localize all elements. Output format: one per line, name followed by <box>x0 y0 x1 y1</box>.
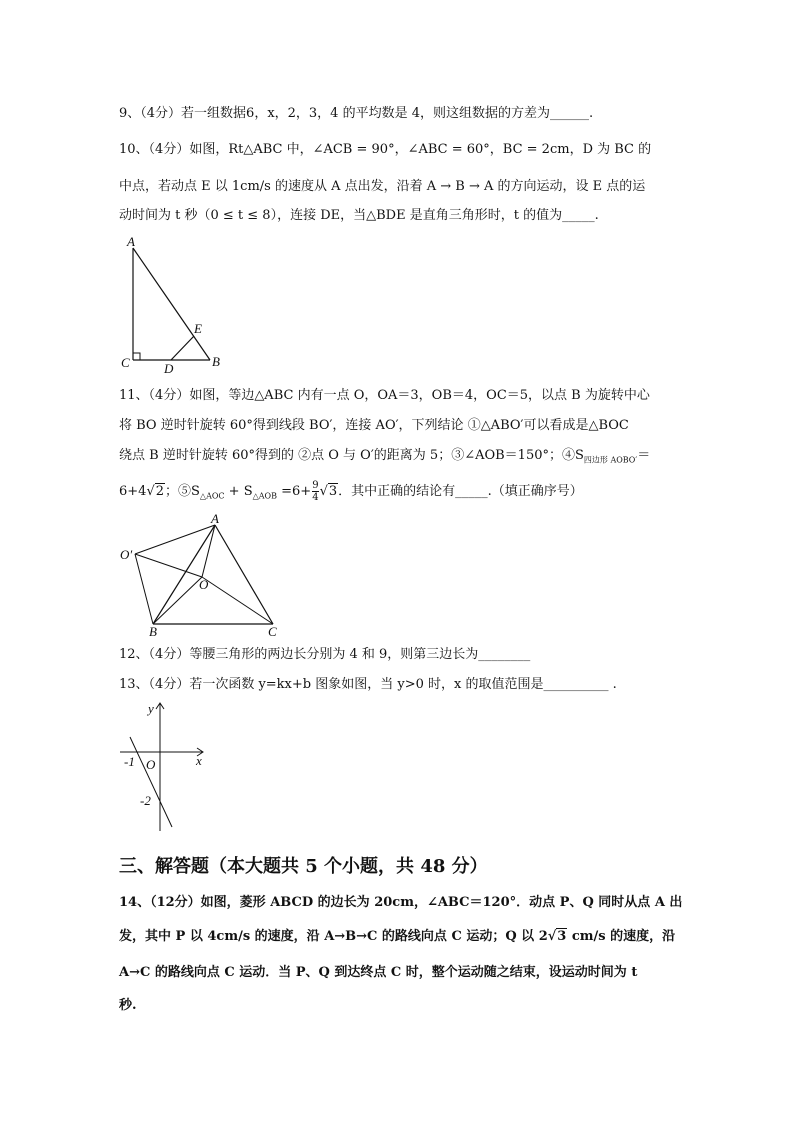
q11-equals: =6+ <box>276 484 312 499</box>
q10-segment-de <box>171 336 194 360</box>
q11-line-3-end: ＝ <box>637 448 651 463</box>
q10-right-angle-mark <box>133 353 140 360</box>
q11-label-a: A <box>211 511 219 526</box>
question-13: 13、（4分）若一次函数 y=kx+b 图象如图，当 y>0 时，x 的取值范围是__________ . <box>119 677 617 692</box>
q11-segment-bo-prime <box>135 554 153 624</box>
q10-triangle-figure <box>118 236 228 376</box>
q11-segment-oo-prime <box>135 554 202 577</box>
q11-line-3-text: 绕点 B 逆时针旋转 60°得到的 ②点 O 与 O′的距离为 5；③∠AOB＝150°；④S <box>119 448 584 463</box>
question-12: 12、（4分）等腰三角形的两边长分别为 4 和 9，则第三边长为________ <box>119 647 531 662</box>
q11-side-ac <box>215 525 273 624</box>
q10-label-c: C <box>121 355 130 370</box>
q10-label-e: E <box>194 321 202 336</box>
q13-label-origin: O <box>146 757 156 772</box>
q11-segment-oa <box>202 525 215 577</box>
question-14-line-4: 秒. <box>119 998 137 1013</box>
question-10-line-2: 中点，若动点 E 以 1cm/s 的速度从 A 点出发，沿着 A → B → A 的方向运动，设 E 点的运 <box>119 179 646 194</box>
q14-sqrt-3: 3 <box>557 929 567 944</box>
q11-fraction <box>312 480 318 503</box>
q14-line-2-text: 发，其中 P 以 4cm/s 的速度，沿 A→B→C 的路线向点 C 运动；Q 以 2 <box>119 929 548 944</box>
question-14-line-3: A→C 的路线向点 C 运动．当 P、Q 到达终点 C 时，整个运动随之结束，设运动时间为 t <box>119 965 638 980</box>
q11-sqrt-3: 3 <box>328 484 338 499</box>
q13-linear-function-graph <box>118 699 218 831</box>
q10-label-a: A <box>127 234 135 249</box>
q14-line-2-end: cm/s 的速度，沿 <box>567 929 676 944</box>
question-14-line-1: 14、（12分）如图，菱形 ABCD 的边长为 20cm，∠ABC＝120°．动点 P、Q 同时从点 A 出 <box>119 895 683 910</box>
q11-plus: + S <box>224 484 253 499</box>
q13-label-x: x <box>196 753 202 768</box>
q11-frac-numerator: 9 <box>312 480 319 491</box>
q10-side-ab <box>133 248 210 360</box>
q11-quad-subscript: 四边形 AOBO′ <box>583 455 638 465</box>
q11-label-c: C <box>268 624 277 639</box>
q11-sub-aoc: △AOC <box>199 491 225 501</box>
q13-function-line <box>130 737 172 827</box>
q11-area-value: 6+4 <box>119 484 147 499</box>
q11-label-o: O <box>199 577 209 592</box>
section-heading-solutions: 三、解答题（本大题共 5 个小题，共 48 分） <box>119 856 488 877</box>
q11-label-b: B <box>149 624 157 639</box>
question-11-line-3 <box>119 446 650 471</box>
question-10-line-3: 动时间为 t 秒（0 ≤ t ≤ 8），连接 DE，当△BDE 是直角三角形时，t 的值为_____. <box>119 208 599 223</box>
question-11-line-4: 6+4√2；$⑤S_{\triangle AOC} + S_{\triangle AOB} =6+$ $\frac{9}{4}$ √3．其中正确的结论有_____.（填正确序号） <box>119 480 583 503</box>
question-11-line-2: 将 BO 逆时针旋转 60°得到线段 BO′，连接 AO′，下列结论 ①△ABO′可以看成是△BOC <box>119 418 629 433</box>
q11-segment-oc <box>202 577 273 624</box>
q11-segment-ao-prime <box>135 525 215 554</box>
q11-sqrt-2: 2 <box>155 484 165 499</box>
question-10-line-1: 10、（4分）如图，Rt△ABC 中，∠ACB = 90°，∠ABC = 60°，BC = 2cm，D 为 BC 的 <box>119 142 652 157</box>
q11-side-ab <box>153 525 215 624</box>
q11-line-4-end: ．其中正确的结论有_____.（填正确序号） <box>338 484 583 499</box>
q13-label-y: y <box>148 701 154 716</box>
q13-label-minus-2: -2 <box>140 793 151 808</box>
q11-equilateral-triangle-figure <box>118 513 293 641</box>
q10-label-d: D <box>164 361 174 376</box>
question-11-line-1: 11、（4分）如图，等边△ABC 内有一点 O，OA＝3，OB＝4，OC＝5，以点 B 为旋转中心 <box>119 388 650 403</box>
question-9: 9、（4分）若一组数据6，x，2，3，4 的平均数是 4，则这组数据的方差为______. <box>119 106 594 121</box>
q11-item-5: ；⑤S <box>165 484 200 499</box>
q11-frac-denominator: 4 <box>312 492 319 503</box>
q11-label-o-prime: O′ <box>120 547 133 562</box>
q11-sub-aob: △AOB <box>252 491 277 501</box>
question-14-line-2: 发，其中 P 以 4cm/s 的速度，沿 A→B→C 的路线向点 C 运动；Q 以 2√3 cm/s 的速度，沿 <box>119 929 676 944</box>
q10-label-b: B <box>212 354 220 369</box>
q13-label-minus-1: -1 <box>124 754 135 769</box>
